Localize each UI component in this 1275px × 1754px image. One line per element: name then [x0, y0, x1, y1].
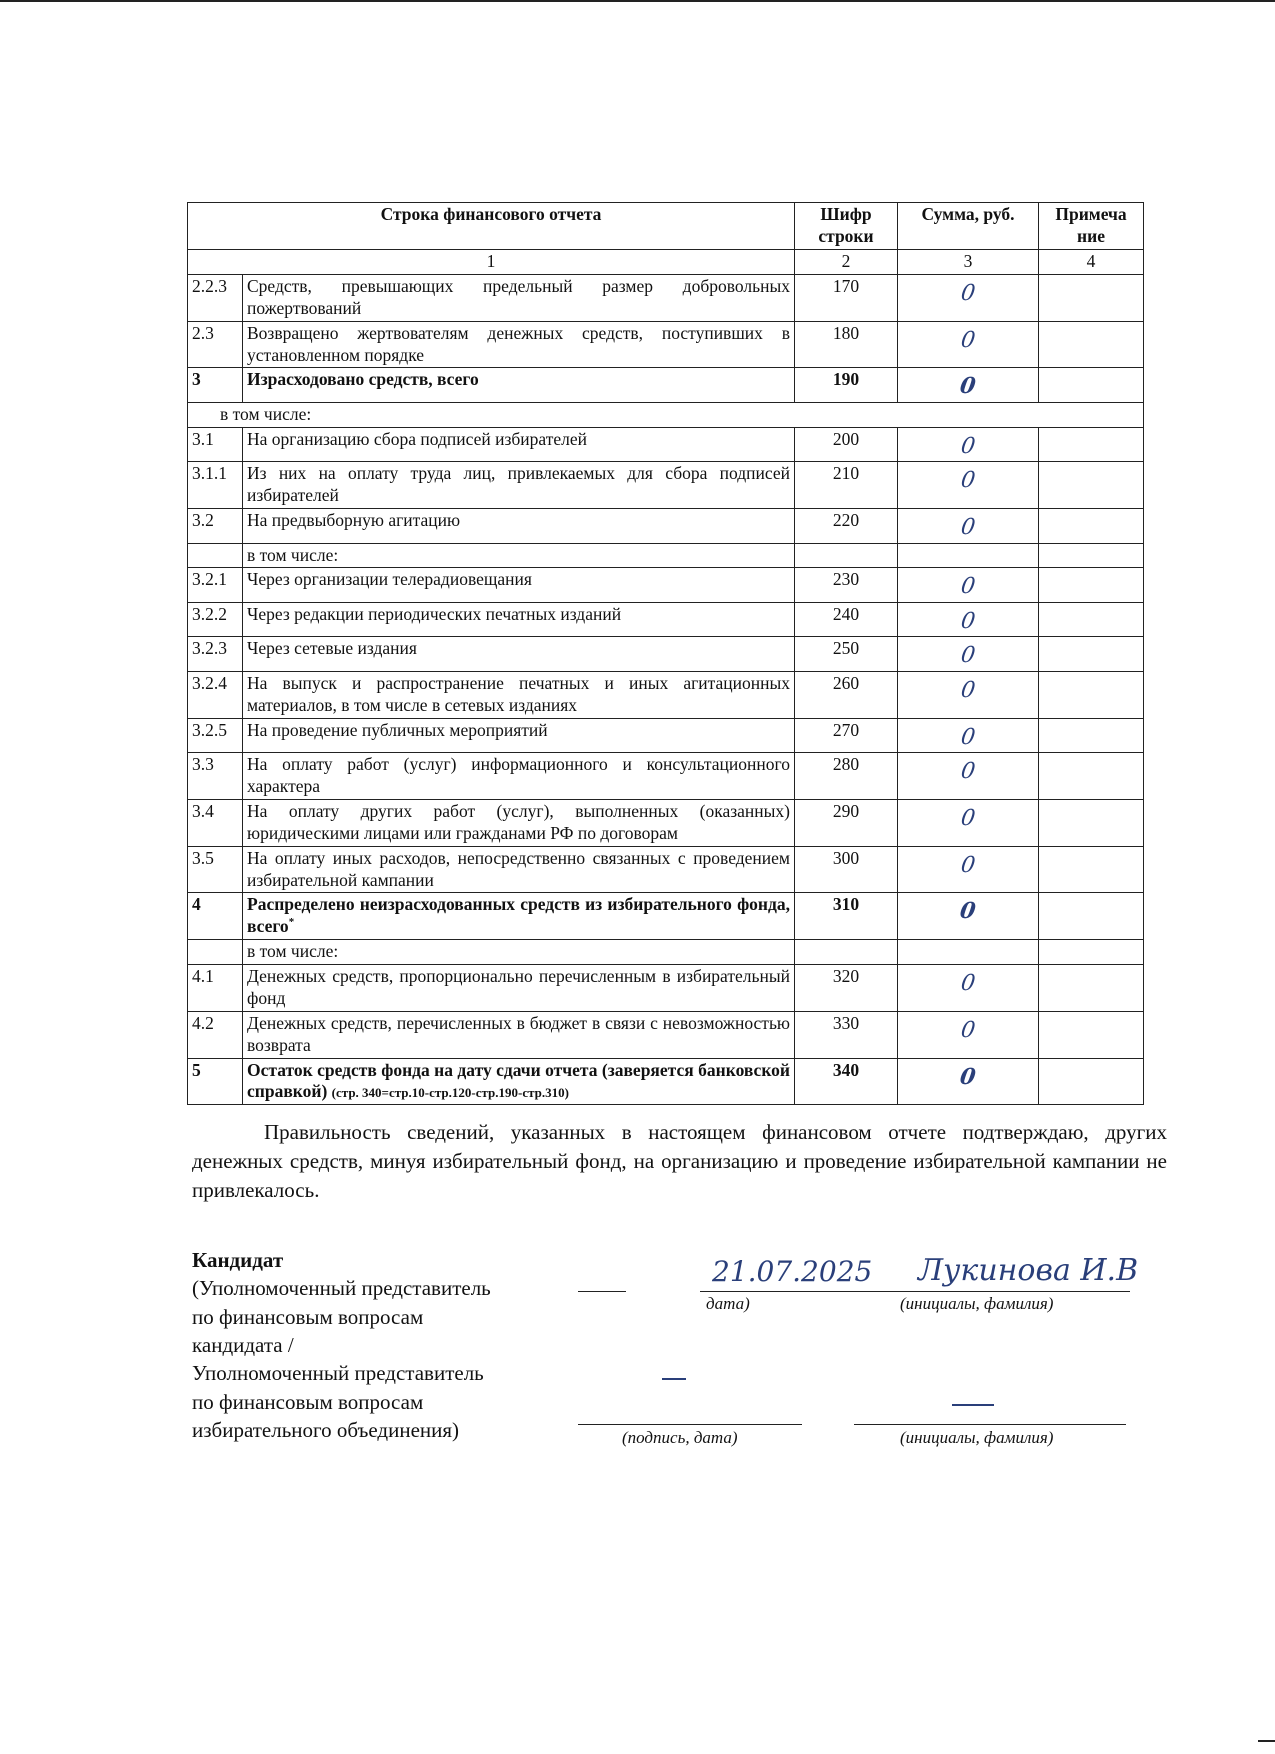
- row-code: 3.4: [188, 799, 243, 846]
- row-code: 4: [188, 893, 243, 940]
- row-sum: [898, 568, 1039, 603]
- row-name: [243, 568, 795, 603]
- row-note: [1039, 1011, 1144, 1058]
- row-subheading: в том числе:: [188, 402, 1144, 427]
- row-note: [1039, 602, 1144, 637]
- signatory-block: [192, 1246, 491, 1444]
- row-line-code: 170: [795, 274, 898, 321]
- row-sum: [898, 427, 1039, 462]
- row-name: [243, 940, 795, 965]
- handwritten-sum: 0: [959, 574, 977, 600]
- row-name-text: На оплату иных расходов, непосредственно связанных с проведением избирательной кампании: [247, 847, 790, 890]
- row-note: [1039, 462, 1144, 509]
- row-sum: [898, 462, 1039, 509]
- row-name: [243, 1011, 795, 1058]
- handwritten-sum: 0: [959, 327, 977, 353]
- row-note: [1039, 940, 1144, 965]
- row-code: 3.2.1: [188, 568, 243, 603]
- row-sum: [898, 799, 1039, 846]
- row-line-code: 300: [795, 846, 898, 893]
- table-row: [188, 893, 1144, 940]
- row-name-text: На оплату других работ (услуг), выполненных (оказанных) юридическими лицами или гражданами РФ по договорам: [247, 800, 790, 843]
- row-name-text: Распределено неизрасходованных средств из избирательного фонда, всего: [247, 894, 790, 937]
- row-code: 4.1: [188, 965, 243, 1012]
- formula-note: (стр. 340=стр.10-стр.120-стр.190-стр.310): [331, 1085, 569, 1101]
- row-name: [243, 718, 795, 753]
- row-name: [243, 543, 795, 568]
- row-line-code: 270: [795, 718, 898, 753]
- handwritten-sum: 0: [959, 433, 977, 459]
- row-code: 3.5: [188, 846, 243, 893]
- row-note: [1039, 753, 1144, 800]
- table-row: [188, 568, 1144, 603]
- handwritten-sum: 0: [959, 515, 977, 540]
- row-code: [188, 543, 243, 568]
- signatory-line: кандидата /: [192, 1333, 294, 1358]
- row-sum: [898, 893, 1039, 940]
- row-note: [1039, 1058, 1144, 1105]
- handwritten-sum: 0: [959, 280, 977, 306]
- row-code: 3: [188, 368, 243, 403]
- row-code: 3.2: [188, 509, 243, 544]
- row-note: [1039, 846, 1144, 893]
- handwritten-sum: 0: [959, 677, 977, 703]
- row-name-text: в том числе:: [247, 544, 339, 565]
- table-row: [188, 402, 1144, 427]
- row-note: [1039, 671, 1144, 718]
- row-note: [1039, 799, 1144, 846]
- handwritten-sum: 0: [959, 608, 977, 634]
- row-sum: [898, 1011, 1039, 1058]
- handwritten-sum: 0: [959, 759, 977, 785]
- header-note: Примеча ние: [1039, 203, 1144, 250]
- row-sum: [898, 671, 1039, 718]
- header-sum: Сумма, руб.: [898, 203, 1039, 250]
- row-name: [243, 274, 795, 321]
- row-line-code: 210: [795, 462, 898, 509]
- row-note: [1039, 368, 1144, 403]
- signatory-title: Кандидат: [192, 1248, 284, 1272]
- header-row-code: Шифр строки: [795, 203, 898, 250]
- table-row: [188, 671, 1144, 718]
- row-line-code: 220: [795, 509, 898, 544]
- row-note: [1039, 543, 1144, 568]
- row-name: [243, 753, 795, 800]
- signatory-line: по финансовым вопросам: [192, 1304, 424, 1329]
- row-sum: [898, 965, 1039, 1012]
- row-code: 3.2.5: [188, 718, 243, 753]
- row-code: 3.2.2: [188, 602, 243, 637]
- row-name-text: Через сетевые издания: [247, 638, 417, 659]
- table-row: [188, 427, 1144, 462]
- row-code: [188, 940, 243, 965]
- table-row: [188, 846, 1144, 893]
- row-note: [1039, 893, 1144, 940]
- row-line-code: 200: [795, 427, 898, 462]
- row-note: [1039, 509, 1144, 544]
- row-note: [1039, 274, 1144, 321]
- table-row: [188, 1011, 1144, 1058]
- row-note: [1039, 568, 1144, 603]
- row-name-text: Через организации телерадиовещания: [247, 569, 532, 590]
- row-line-code: [795, 940, 898, 965]
- scan-border-line: [0, 0, 1275, 2]
- name-line: [854, 1424, 1126, 1425]
- row-sum: [898, 753, 1039, 800]
- row-name-text: Возвращено жертвователям денежных средств, поступивших в установленном порядке: [247, 322, 790, 365]
- row-name: [243, 799, 795, 846]
- column-number: 1: [188, 250, 795, 275]
- row-name-text: На проведение публичных мероприятий: [247, 719, 548, 740]
- row-note: [1039, 321, 1144, 368]
- financial-report-table: [187, 202, 1144, 1105]
- row-name: [243, 893, 795, 940]
- row-name: [243, 368, 795, 403]
- row-sum: [898, 637, 1039, 672]
- row-sum: [898, 509, 1039, 544]
- handwritten-sum: 0: [958, 373, 978, 400]
- table-row: [188, 1058, 1144, 1105]
- footnote-mark: *: [288, 916, 295, 929]
- dash-mark: [952, 1404, 994, 1406]
- row-name-text: На оплату работ (услуг) информационного и консультационного характера: [247, 754, 790, 796]
- row-name-text: в том числе:: [247, 941, 339, 962]
- row-code: 3.2.3: [188, 637, 243, 672]
- handwritten-sum: 0: [959, 1017, 977, 1043]
- row-code: 3.3: [188, 753, 243, 800]
- handwritten-sum: 0: [959, 643, 977, 669]
- row-note: [1039, 637, 1144, 672]
- column-number: 2: [795, 250, 898, 275]
- row-code: 5: [188, 1058, 243, 1105]
- signature-line: [578, 1291, 626, 1292]
- row-name: [243, 602, 795, 637]
- row-name-text: На выпуск и распространение печатных и иных агитационных материалов, в том числе в сетевых изданиях: [247, 672, 790, 715]
- row-line-code: 330: [795, 1011, 898, 1058]
- row-line-code: 290: [795, 799, 898, 846]
- row-name-text: Денежных средств, перечисленных в бюджет в связи с невозможностью возврата: [247, 1012, 790, 1055]
- row-sum: [898, 274, 1039, 321]
- column-number: 3: [898, 250, 1039, 275]
- row-line-code: 310: [795, 893, 898, 940]
- date-caption: дата): [706, 1294, 750, 1313]
- row-line-code: [795, 543, 898, 568]
- row-code: 2.3: [188, 321, 243, 368]
- row-line-code: 320: [795, 965, 898, 1012]
- row-name: [243, 846, 795, 893]
- row-name: [243, 509, 795, 544]
- handwritten-sum: 0: [959, 852, 977, 878]
- table-row: [188, 543, 1144, 568]
- row-name-text: На предвыборную агитацию: [247, 510, 461, 530]
- handwritten-date: 21.07.2025: [712, 1255, 873, 1288]
- row-name-text: Средств, превышающих предельный размер добровольных пожертвований: [247, 275, 790, 318]
- row-note: [1039, 718, 1144, 753]
- table-row: [188, 637, 1144, 672]
- row-name: [243, 427, 795, 462]
- handwritten-name: Лукинова И.В: [918, 1253, 1139, 1288]
- row-name: [243, 965, 795, 1012]
- handwritten-sum: 0: [958, 898, 978, 925]
- table-row: [188, 799, 1144, 846]
- handwritten-sum: 0: [959, 724, 977, 750]
- signature-date-caption: (подпись, дата): [622, 1428, 738, 1447]
- dash-mark: [662, 1378, 686, 1380]
- table-row: [188, 965, 1144, 1012]
- table-row: [188, 321, 1144, 368]
- table-row: [188, 940, 1144, 965]
- row-code: 3.1: [188, 427, 243, 462]
- name-caption: (инициалы, фамилия): [900, 1294, 1054, 1313]
- row-line-code: 340: [795, 1058, 898, 1105]
- row-sum: [898, 1058, 1039, 1105]
- row-name-text: Остаток средств фонда на дату сдачи отчета (заверяется банковской справкой): [247, 1059, 790, 1102]
- date-line: [700, 1291, 1130, 1292]
- row-name: [243, 462, 795, 509]
- table-row: [188, 602, 1144, 637]
- row-code: 4.2: [188, 1011, 243, 1058]
- row-name-text: Денежных средств, пропорционально перечисленным в избирательный фонд: [247, 966, 790, 1008]
- signatory-line: Уполномоченный представитель: [192, 1361, 484, 1386]
- row-note: [1039, 427, 1144, 462]
- row-sum: [898, 846, 1039, 893]
- handwritten-sum: 0: [959, 971, 977, 996]
- row-sum: [898, 543, 1039, 568]
- row-line-code: 280: [795, 753, 898, 800]
- row-line-code: 180: [795, 321, 898, 368]
- row-name: [243, 671, 795, 718]
- row-name: [243, 1058, 795, 1105]
- row-name-text: На организацию сбора подписей избирателей: [247, 428, 587, 449]
- row-code: 3.1.1: [188, 462, 243, 509]
- scan-mark: [1258, 1740, 1275, 1742]
- confirmation-text: Правильность сведений, указанных в настоящем финансовом отчете подтверждаю, других денежных средств, минуя избирательный фонд, на организацию и проведение избирательной кампании не привлекалось.: [192, 1120, 1167, 1202]
- signature-date-line: [578, 1424, 802, 1425]
- column-number-row: [188, 250, 1144, 275]
- handwritten-sum: 0: [959, 805, 977, 831]
- row-sum: [898, 940, 1039, 965]
- table-row: [188, 753, 1144, 800]
- row-code: 3.2.4: [188, 671, 243, 718]
- row-line-code: 230: [795, 568, 898, 603]
- row-sum: [898, 321, 1039, 368]
- header-row-name: Строка финансового отчета: [188, 203, 795, 250]
- name-caption: (инициалы, фамилия): [900, 1428, 1054, 1447]
- row-line-code: 190: [795, 368, 898, 403]
- row-sum: [898, 368, 1039, 403]
- row-line-code: 240: [795, 602, 898, 637]
- row-name-text: Из них на оплату труда лиц, привлекаемых для сбора подписей избирателей: [247, 463, 790, 506]
- column-number: 4: [1039, 250, 1144, 275]
- row-name-text: Через редакции периодических печатных изданий: [247, 603, 622, 624]
- signatory-line: (Уполномоченный представитель: [192, 1276, 491, 1301]
- table-row: [188, 509, 1144, 544]
- row-code: 2.2.3: [188, 274, 243, 321]
- row-name-text: Израсходовано средств, всего: [247, 369, 479, 390]
- row-sum: [898, 602, 1039, 637]
- table-row: [188, 368, 1144, 403]
- row-line-code: 260: [795, 671, 898, 718]
- signatory-line: избирательного объединения): [192, 1418, 460, 1443]
- handwritten-sum: 0: [959, 468, 977, 494]
- handwritten-sum: 0: [958, 1063, 978, 1090]
- row-note: [1039, 965, 1144, 1012]
- row-name: [243, 321, 795, 368]
- table-row: [188, 274, 1144, 321]
- signatory-line: по финансовым вопросам: [192, 1389, 424, 1414]
- table-header-row: [188, 203, 1144, 250]
- table-row: [188, 718, 1144, 753]
- row-name: [243, 637, 795, 672]
- row-line-code: 250: [795, 637, 898, 672]
- row-sum: [898, 718, 1039, 753]
- table-row: [188, 462, 1144, 509]
